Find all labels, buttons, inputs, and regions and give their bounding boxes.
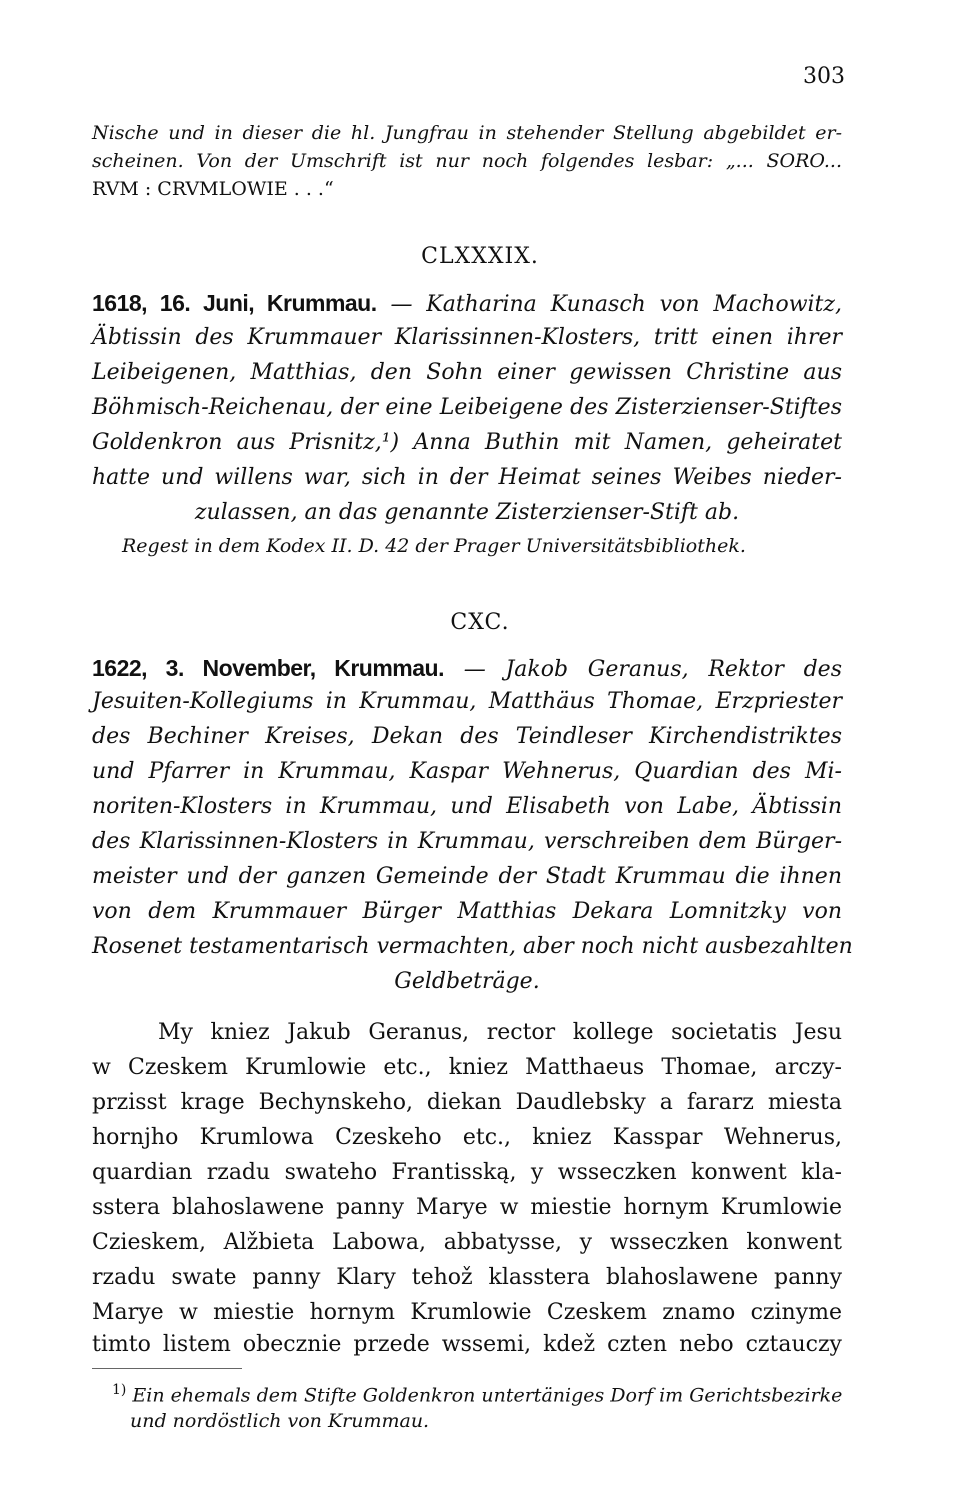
charter-line-1 (158, 1020, 842, 1045)
footnote-text-1: Ein ehemals dem Stifte Goldenkron untertäniges Dorf im Gerichtsbezirke (132, 1384, 843, 1407)
charter-line-7: Czieskem, Alžbieta Labowa, abbatysse, y wsseczken konwent (92, 1230, 842, 1255)
charter-line-6: sstera blahoslawene panny Marye w miestie hornym Krumlowie (92, 1195, 842, 1220)
charter-text-1: My kniez Jakub Geranus, rector kollege societatis Jesu (158, 1020, 842, 1045)
section2-regest-line-7: meister und der ganzen Gemeinde der Stadt Krummau die ihnen (92, 864, 842, 889)
charter-line-3: przisst krage Bechynskeho, diekan Daudlebsky a fararz miesta (92, 1090, 842, 1115)
section1-regest-line-3: Leibeigenen, Matthias, den Sohn einer gewissen Christine aus (92, 360, 842, 385)
section-numeral-1: CLXXXIX. (421, 244, 539, 269)
section2-regest-line-10: Geldbeträge. (394, 969, 540, 994)
page-number: 303 (803, 64, 845, 89)
section1-regest-line-1: — Katharina Kunasch von Machowitz, (376, 292, 842, 317)
section1-regest-line-5: Goldenkron aus Prisnitz,¹) Anna Buthin mit Namen, geheiratet (92, 430, 842, 455)
section1-date-place: 1618, 16. Juni, Krummau. (92, 290, 377, 316)
footnote-marker: 1) (112, 1382, 127, 1398)
section2-regest-line-9: Rosenet testamentarisch vermachten, aber noch nicht ausbezahlten (92, 934, 853, 959)
section2-heading-line (92, 655, 842, 682)
section1-heading-line (92, 290, 842, 317)
footnote-divider (92, 1368, 242, 1369)
intro-line-2: scheinen. Von der Umschrift ist nur noch folgendes lesbar: „... SORO... (92, 150, 842, 172)
section2-regest-line-2: Jesuiten-Kollegiums in Krummau, Matthäus Thomae, Erzpriester (92, 689, 842, 714)
section2-regest-line-1: — Jakob Geranus, Rektor des (443, 657, 842, 682)
section2-regest-line-4: und Pfarrer in Krummau, Kaspar Wehnerus, Quardian des Mi- (92, 759, 842, 784)
charter-line-9: Marye w miestie hornym Krumlowie Czeskem znamo czinyme (92, 1300, 842, 1325)
section1-regest-line-6: hatte und willens war, sich in der Heimat seines Weibes nieder- (92, 465, 842, 490)
intro-line-3: RVM : CRVMLOWIE . . .“ (92, 178, 334, 200)
charter-line-8: rzadu swate panny Klary tehož klasstera blahoslawene panny (92, 1265, 842, 1290)
footnote-line-2: und nordöstlich von Krummau. (130, 1410, 430, 1432)
charter-line-5: quardian rzadu swateho Frantisską, y wsseczken konwent kla- (92, 1160, 842, 1185)
section2-regest-line-6: des Klarissinnen-Klosters in Krummau, verschreiben dem Bürger- (92, 829, 842, 854)
section1-regest-line-7: zulassen, an das genannte Zisterzienser-Stift ab. (194, 500, 740, 525)
section1-source-note: Regest in dem Kodex II. D. 42 der Prager Universitätsbibliothek. (122, 535, 746, 557)
charter-line-2: w Czeskem Krumlowie etc., kniez Matthaeus Thomae, arczy- (92, 1055, 842, 1080)
footnote-line-1 (112, 1382, 842, 1406)
section1-regest-line-2: Äbtissin des Krummauer Klarissinnen-Klosters, tritt einen ihrer (92, 325, 842, 350)
intro-line-1: Nische und in dieser die hl. Jungfrau in stehender Stellung abgebildet er- (92, 122, 842, 144)
section-numeral-2: CXC. (450, 610, 510, 635)
charter-line-10: timto listem obecznie przede wssemi, kdež czten nebo cztauczy (92, 1332, 842, 1357)
section2-regest-line-5: noriten-Klosters in Krummau, und Elisabeth von Labe, Äbtissin (92, 794, 842, 819)
section1-regest-line-4: Böhmisch-Reichenau, der eine Leibeigene des Zisterzienser-Stiftes (92, 395, 842, 420)
section2-date-place: 1622, 3. November, Krummau. (92, 655, 444, 681)
section2-regest-line-3: des Bechiner Kreises, Dekan des Teindleser Kirchendistriktes (92, 724, 842, 749)
charter-line-4: hornjho Krumlowa Czeskeho etc., kniez Kasspar Wehnerus, (92, 1125, 842, 1150)
section2-regest-line-8: von dem Krummauer Bürger Matthias Dekara Lomnitzky von (92, 899, 842, 924)
